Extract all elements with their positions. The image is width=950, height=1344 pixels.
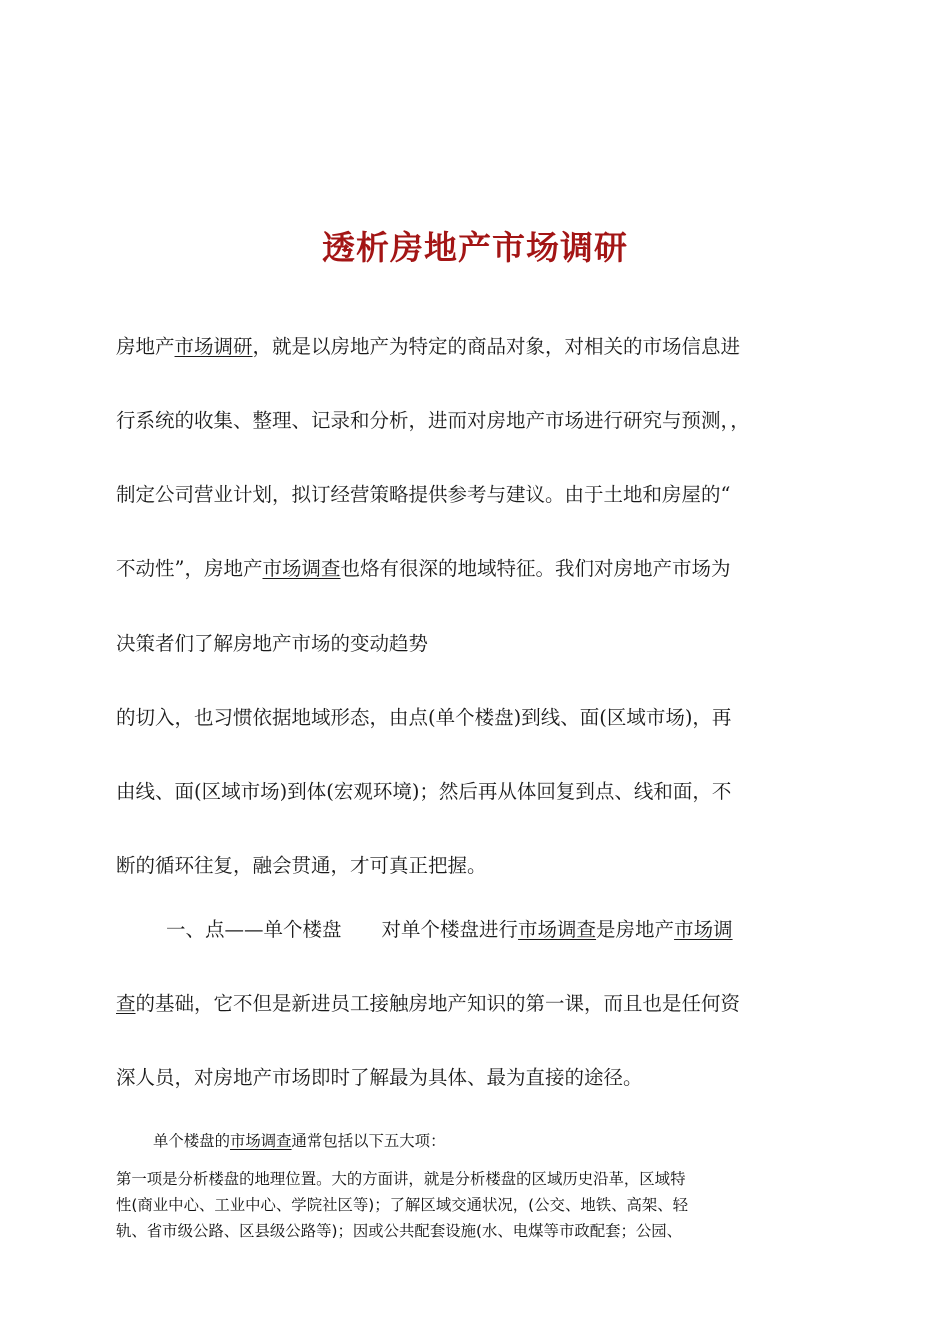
text-span: 是房地产 (596, 918, 675, 941)
link-market-survey[interactable]: 市场调查 (262, 557, 341, 580)
text-span: 不动性”，房地产 (116, 557, 263, 580)
text-span: 也烙有很深的地域特征。我们对房地产市场为 (340, 557, 731, 580)
text-span: 房地产 (116, 335, 175, 358)
section-heading: 一、点——单个楼盘 (166, 918, 342, 941)
link-market-survey[interactable]: 市场调查 (229, 1132, 292, 1150)
page-title: 透析房地产市场调研 (322, 228, 628, 267)
text-span: 对单个楼盘进行 (381, 918, 519, 941)
link-market-survey[interactable]: 市场调查 (518, 918, 597, 941)
list-intro (153, 1128, 445, 1154)
paragraph-line: 决策者们了解房地产市场的变动趋势 (116, 632, 429, 655)
paragraph-line: 制定公司营业计划，拟订经营策略提供参考与建议。由于土地和房屋的“ (116, 483, 731, 506)
paragraph-line: 由线、面(区域市场)到体(宏观环境)；然后再从体回复到点、线和面，不 (116, 780, 732, 803)
link-market-research[interactable]: 市场调研 (174, 335, 253, 358)
section-heading-line (166, 915, 733, 945)
paragraph-line: 行系统的收集、整理、记录和分析，进而对房地产市场进行研究与预测，， (116, 409, 750, 432)
paragraph-line: 断的循环往复，融会贯通，才可真正把握。 (116, 854, 487, 877)
list-item-line: 性(商业中心、工业中心、学院社区等)；了解区域交通状况，(公交、地铁、高架、轻 (116, 1196, 689, 1214)
text-span: 的基础，它不但是新进员工接触房地产知识的第一课，而且也是任何资 (135, 992, 741, 1015)
list-item-line: 轨、省市级公路、区县级公路等)；因或公共配套设施(水、电煤等市政配套；公园、 (116, 1222, 683, 1240)
text-span: 通常包括以下五大项： (291, 1132, 446, 1150)
link-market-survey[interactable]: 查 (116, 992, 136, 1015)
paragraph-line (116, 332, 740, 362)
paragraph-line: 的切入，也习惯依据地域形态，由点(单个楼盘)到线、面(区域市场)，再 (116, 706, 732, 729)
link-market-survey[interactable]: 市场调 (674, 918, 733, 941)
paragraph-line (116, 554, 731, 584)
paragraph-line: 深人员，对房地产市场即时了解最为具体、最为直接的途径。 (116, 1066, 643, 1089)
text-span: ，就是以房地产为特定的商品对象，对相关的市场信息进 (252, 335, 741, 358)
text-span: 单个楼盘的 (153, 1132, 230, 1150)
paragraph-line (116, 989, 740, 1019)
list-item-line: 第一项是分析楼盘的地理位置。大的方面讲，就是分析楼盘的区域历史沿革，区域特 (116, 1170, 686, 1188)
